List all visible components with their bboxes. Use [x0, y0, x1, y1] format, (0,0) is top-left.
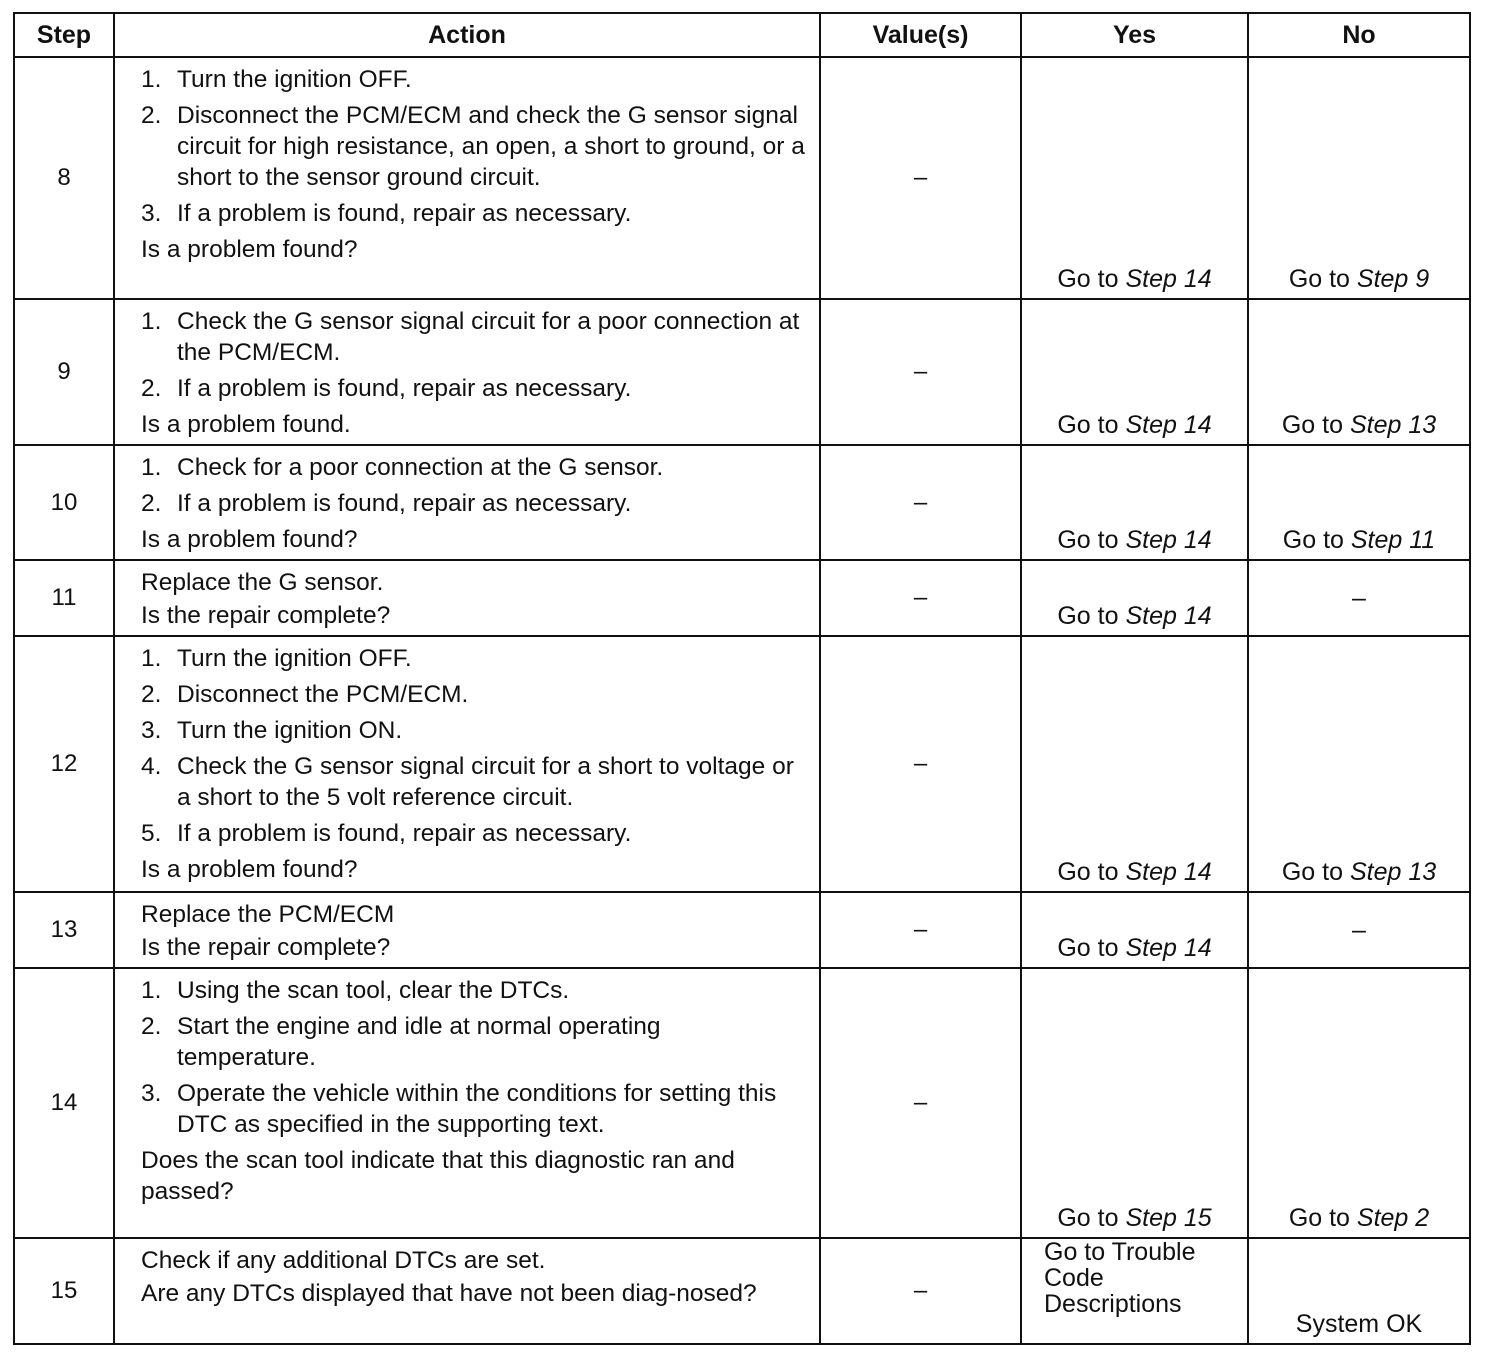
step-number: 14 [14, 968, 114, 1238]
action-question: Is a problem found? [141, 236, 358, 263]
no-cell: Go to Step 13 [1248, 636, 1470, 892]
action-item: 2. Disconnect the PCM/ECM. [141, 681, 469, 708]
yes-cell: Go to Step 14 [1021, 445, 1248, 560]
value-cell: – [820, 968, 1021, 1238]
yes-cell: Go to Step 15 [1021, 968, 1248, 1238]
action-cell [114, 892, 820, 968]
table-row [14, 445, 1470, 560]
no-cell: – [1248, 892, 1470, 968]
step-number: 9 [14, 299, 114, 445]
action-item: 2. Disconnect the PCM/ECM and check the G sensor signal circuit for high resistance, an open, a short to ground, or a short to the sensor ground circuit. [141, 102, 805, 191]
action-question: Is the repair complete? [141, 934, 391, 961]
header-yes: Yes [1021, 13, 1248, 57]
table-row [14, 636, 1470, 892]
header-values: Value(s) [820, 13, 1021, 57]
action-item: 1. Turn the ignition OFF. [141, 645, 412, 672]
no-cell: Go to Step 11 [1248, 445, 1470, 560]
action-item: 1. Turn the ignition OFF. [141, 66, 412, 93]
value-cell: – [820, 57, 1021, 299]
action-question: Are any DTCs displayed that have not been diag-nosed? [141, 1280, 757, 1307]
action-cell [114, 299, 820, 445]
diagnostic-table-container [13, 12, 1469, 1345]
yes-step-link[interactable]: Step 14 [1125, 602, 1212, 630]
header-no: No [1248, 13, 1470, 57]
yes-cell: Go to Step 14 [1021, 57, 1248, 299]
yes-step-link[interactable]: Step 14 [1125, 265, 1212, 293]
action-item: 4. Check the G sensor signal circuit for a short to voltage or a short to the 5 volt reference circuit. [141, 753, 794, 811]
table-row [14, 560, 1470, 636]
yes-cell: Go to Step 14 [1021, 299, 1248, 445]
no-step-link[interactable]: Step 13 [1349, 411, 1437, 439]
action-line: Replace the PCM/ECM [141, 901, 395, 928]
step-number: 11 [14, 560, 114, 636]
step-number: 10 [14, 445, 114, 560]
no-cell: System OK [1248, 1238, 1470, 1344]
yes-step-link[interactable]: Step 14 [1125, 526, 1212, 554]
yes-step-link[interactable]: Step 14 [1125, 858, 1212, 886]
no-cell: – [1248, 560, 1470, 636]
action-question: Does the scan tool indicate that this diagnostic ran and passed? [141, 1147, 735, 1205]
yes-step-link[interactable]: Step 15 [1125, 1204, 1212, 1232]
table-row [14, 1238, 1470, 1344]
yes-cell: Go to Step 14 [1021, 892, 1248, 968]
header-action: Action [114, 13, 820, 57]
action-item: 1. Check the G sensor signal circuit for a poor connection at the PCM/ECM. [141, 308, 800, 366]
action-item: 1. Using the scan tool, clear the DTCs. [141, 977, 570, 1004]
value-cell: – [820, 1238, 1021, 1344]
action-cell [114, 636, 820, 892]
action-line: Replace the G sensor. [141, 569, 384, 596]
no-step-link[interactable]: Step 2 [1356, 1204, 1430, 1232]
table-row [14, 892, 1470, 968]
action-item: 3. Turn the ignition ON. [141, 717, 403, 744]
yes-cell [1021, 1238, 1248, 1344]
action-question: Is a problem found? [141, 526, 358, 553]
action-item: 5. If a problem is found, repair as necessary. [141, 820, 632, 847]
value-cell: – [820, 299, 1021, 445]
value-cell: – [820, 636, 1021, 892]
no-step-link[interactable]: Step 11 [1350, 526, 1436, 554]
header-step: Step [14, 13, 114, 57]
diagnostic-table [13, 12, 1471, 1345]
action-item: 2. If a problem is found, repair as necessary. [141, 375, 632, 402]
no-cell: Go to Step 13 [1248, 299, 1470, 445]
action-cell [114, 560, 820, 636]
action-question: Is a problem found. [141, 411, 351, 438]
table-row [14, 57, 1470, 299]
action-item: 3. Operate the vehicle within the conditions for setting this DTC as specified in the supporting text. [141, 1080, 777, 1138]
action-item: 2. Start the engine and idle at normal operating temperature. [141, 1013, 661, 1071]
yes-step-link[interactable]: Step 14 [1125, 934, 1212, 962]
no-cell: Go to Step 9 [1248, 57, 1470, 299]
action-line: Check if any additional DTCs are set. [141, 1247, 546, 1274]
no-step-link[interactable]: Step 13 [1349, 858, 1437, 886]
step-number: 15 [14, 1238, 114, 1344]
table-row [14, 299, 1470, 445]
action-question: Is the repair complete? [141, 602, 391, 629]
value-cell: – [820, 560, 1021, 636]
action-item: 3. If a problem is found, repair as necessary. [141, 200, 632, 227]
header-row [14, 13, 1470, 57]
table-row [14, 968, 1470, 1238]
action-cell [114, 1238, 820, 1344]
yes-step-link[interactable]: Step 14 [1125, 411, 1212, 439]
action-cell [114, 57, 820, 299]
step-number: 8 [14, 57, 114, 299]
value-cell: – [820, 445, 1021, 560]
no-cell: Go to Step 2 [1248, 968, 1470, 1238]
action-item: 1. Check for a poor connection at the G sensor. [141, 454, 664, 481]
no-step-link[interactable]: Step 9 [1356, 265, 1430, 293]
action-cell [114, 968, 820, 1238]
step-number: 12 [14, 636, 114, 892]
step-number: 13 [14, 892, 114, 968]
yes-cell: Go to Step 14 [1021, 636, 1248, 892]
action-question: Is a problem found? [141, 856, 358, 883]
action-item: 2. If a problem is found, repair as necessary. [141, 490, 632, 517]
trouble-code-link[interactable]: Go to Trouble Code Descriptions [1044, 1238, 1196, 1318]
value-cell: – [820, 892, 1021, 968]
yes-cell: Go to Step 14 [1021, 560, 1248, 636]
action-cell [114, 445, 820, 560]
